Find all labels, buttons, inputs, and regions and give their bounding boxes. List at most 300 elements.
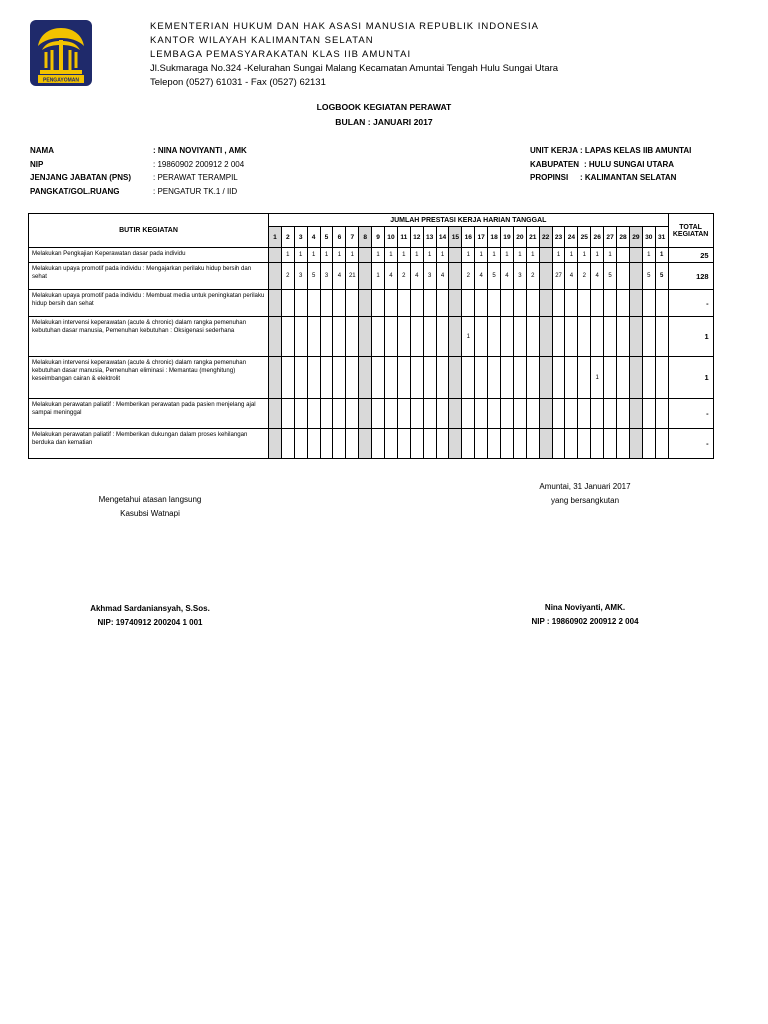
day-cell: 5	[488, 263, 501, 290]
header-total: TOTAL KEGIATAN	[668, 214, 713, 248]
day-cell	[642, 317, 655, 357]
day-cell	[410, 317, 423, 357]
day-cell	[642, 429, 655, 459]
day-cell	[655, 399, 668, 429]
letterhead-institution: LEMBAGA PEMASYARAKATAN KLAS IIB AMUNTAI	[150, 49, 412, 60]
info-row-propinsi: PROPINSI : KALIMANTAN SELATAN	[530, 171, 691, 185]
day-header-14: 14	[436, 227, 449, 248]
day-cell	[591, 429, 604, 459]
day-header-24: 24	[565, 227, 578, 248]
day-header-17: 17	[475, 227, 488, 248]
day-cell	[423, 399, 436, 429]
day-cell	[397, 399, 410, 429]
day-cell	[578, 399, 591, 429]
day-cell: 2	[462, 263, 475, 290]
day-cell	[449, 248, 462, 263]
day-cell	[488, 429, 501, 459]
day-header-28: 28	[617, 227, 630, 248]
day-cell	[475, 357, 488, 399]
info-nip-value: : 19860902 200912 2 004	[153, 159, 245, 169]
day-cell	[385, 317, 398, 357]
day-cell	[513, 317, 526, 357]
day-cell	[372, 429, 385, 459]
table-row	[29, 317, 714, 357]
day-cell	[410, 290, 423, 317]
day-cell: 4	[333, 263, 346, 290]
day-cell	[642, 399, 655, 429]
day-cell	[642, 357, 655, 399]
day-cell	[281, 429, 294, 459]
day-cell: 5	[655, 263, 668, 290]
day-cell	[333, 290, 346, 317]
day-cell	[617, 399, 630, 429]
table-row	[29, 248, 714, 263]
day-cell: 1	[526, 248, 539, 263]
day-cell	[552, 290, 565, 317]
day-cell: 4	[565, 263, 578, 290]
document-period: BULAN : JANUARI 2017	[335, 117, 433, 127]
day-header-23: 23	[552, 227, 565, 248]
day-cell	[604, 290, 617, 317]
day-header-20: 20	[513, 227, 526, 248]
day-cell	[501, 357, 514, 399]
day-cell: 1	[488, 248, 501, 263]
day-cell	[294, 399, 307, 429]
day-cell	[629, 429, 642, 459]
day-cell	[397, 357, 410, 399]
day-cell	[346, 317, 359, 357]
day-cell	[539, 357, 552, 399]
day-cell: 1	[565, 248, 578, 263]
day-cell: 1	[436, 248, 449, 263]
day-cell	[617, 248, 630, 263]
day-cell	[320, 399, 333, 429]
day-header-9: 9	[372, 227, 385, 248]
day-cell	[591, 317, 604, 357]
day-cell	[475, 399, 488, 429]
day-cell	[320, 290, 333, 317]
day-header-29: 29	[629, 227, 642, 248]
logbook-table	[28, 213, 714, 459]
day-header-11: 11	[397, 227, 410, 248]
day-cell	[359, 263, 372, 290]
work-unit-info	[530, 144, 691, 185]
letterhead-address: Jl.Sukmaraga No.324 -Kelurahan Sungai Malang Kecamatan Amuntai Tengah Hulu Sungai Utara	[150, 63, 559, 74]
day-cell	[281, 399, 294, 429]
day-cell: 1	[320, 248, 333, 263]
day-cell	[346, 357, 359, 399]
table-row	[29, 429, 714, 459]
day-cell: 4	[436, 263, 449, 290]
day-cell	[462, 290, 475, 317]
day-cell	[436, 317, 449, 357]
day-cell: 1	[294, 248, 307, 263]
day-header-3: 3	[294, 227, 307, 248]
day-cell	[436, 429, 449, 459]
day-cell	[539, 248, 552, 263]
day-cell	[436, 290, 449, 317]
info-row-kabupaten: KABUPATEN : HULU SUNGAI UTARA	[530, 158, 691, 172]
table-header-row	[29, 214, 714, 227]
info-row-pangkat: PANGKAT/GOL.RUANG : PENGATUR TK.1 / IID	[30, 185, 247, 199]
day-cell	[501, 290, 514, 317]
day-cell: 1	[642, 248, 655, 263]
info-jenjang-value: : PERAWAT TERAMPIL	[153, 173, 238, 182]
day-cell	[629, 399, 642, 429]
day-cell	[565, 429, 578, 459]
signature-left-name-block	[60, 602, 240, 630]
day-cell	[513, 399, 526, 429]
day-cell	[281, 357, 294, 399]
letterhead-regional-office: KANTOR WILAYAH KALIMANTAN SELATAN	[150, 35, 374, 46]
table-row	[29, 263, 714, 290]
day-cell	[629, 357, 642, 399]
pengayoman-emblem-icon	[30, 20, 92, 86]
day-cell	[488, 357, 501, 399]
day-cell	[385, 290, 398, 317]
day-cell: 3	[423, 263, 436, 290]
day-cell	[294, 429, 307, 459]
day-cell	[591, 290, 604, 317]
day-cell	[552, 317, 565, 357]
day-cell	[617, 290, 630, 317]
day-cell	[436, 357, 449, 399]
day-cell	[346, 399, 359, 429]
info-unit-value: : LAPAS KELAS IIB AMUNTAI	[580, 146, 692, 155]
day-cell	[359, 399, 372, 429]
day-cell	[359, 290, 372, 317]
document-title: LOGBOOK KEGIATAN PERAWAT	[316, 102, 452, 112]
activity-total: -	[668, 399, 713, 429]
info-pangkat-value: : PENGATUR TK.1 / IID	[153, 186, 238, 196]
signature-right-place-date: Amuntai, 31 Januari 2017	[539, 482, 631, 491]
day-cell: 4	[410, 263, 423, 290]
day-cell	[539, 399, 552, 429]
day-cell	[565, 317, 578, 357]
day-cell	[526, 357, 539, 399]
signature-right	[490, 480, 680, 508]
day-header-12: 12	[410, 227, 423, 248]
day-cell	[372, 399, 385, 429]
signature-left-name: Akhmad Sardaniansyah, S.Sos.	[90, 604, 210, 613]
day-cell	[642, 290, 655, 317]
day-cell	[359, 357, 372, 399]
day-cell	[359, 248, 372, 263]
day-cell	[655, 429, 668, 459]
day-cell	[423, 317, 436, 357]
activity-description: Melakukan intervensi keperawatan (acute & chronic) dalam rangka pemenuhan kebutuhan dasar manusia, Pemenuhan eliminasi : Memantau (menghitung) keseimbangan cairan & elektrolit	[29, 357, 269, 399]
day-cell	[488, 317, 501, 357]
activity-total: 1	[668, 317, 713, 357]
activity-total: 1	[668, 357, 713, 399]
day-cell: 3	[294, 263, 307, 290]
day-cell: 1	[385, 248, 398, 263]
pengayoman-logo	[30, 20, 92, 86]
day-header-31: 31	[655, 227, 668, 248]
day-cell	[449, 263, 462, 290]
day-cell: 1	[462, 248, 475, 263]
day-header-21: 21	[526, 227, 539, 248]
day-header-27: 27	[604, 227, 617, 248]
activity-description: Melakukan perawatan paliatif : Memberikan perawatan pada pasien menjelang ajal sampai meninggal	[29, 399, 269, 429]
day-cell	[591, 399, 604, 429]
day-cell: 4	[591, 263, 604, 290]
day-cell	[346, 290, 359, 317]
day-cell	[578, 317, 591, 357]
day-cell: 1	[423, 248, 436, 263]
day-cell	[397, 290, 410, 317]
day-cell	[539, 317, 552, 357]
day-cell	[578, 429, 591, 459]
activity-description: Melakukan perawatan paliatif : Memberikan dukungan dalam proses kehilangan berduka dan kematian	[29, 429, 269, 459]
day-cell: 1	[346, 248, 359, 263]
table-row	[29, 357, 714, 399]
activity-description: Melakukan upaya promotif pada individu : Membuat media untuk peningkatan perilaku hidup bersih dan sehat	[29, 290, 269, 317]
day-cell	[385, 429, 398, 459]
day-cell	[513, 357, 526, 399]
day-cell	[565, 357, 578, 399]
activity-total: -	[668, 290, 713, 317]
day-cell	[269, 399, 282, 429]
activity-total: -	[668, 429, 713, 459]
employee-info	[30, 144, 247, 198]
day-cell	[655, 290, 668, 317]
day-header-30: 30	[642, 227, 655, 248]
day-cell	[385, 357, 398, 399]
logo-text: PENGAYOMAN	[43, 77, 79, 84]
header-jumlah: JUMLAH PRESTASI KERJA HARIAN TANGGAL	[269, 214, 669, 227]
day-header-7: 7	[346, 227, 359, 248]
day-cell: 1	[333, 248, 346, 263]
day-cell: 5	[307, 263, 320, 290]
day-cell	[539, 290, 552, 317]
day-cell	[513, 429, 526, 459]
day-cell	[320, 429, 333, 459]
day-header-1: 1	[269, 227, 282, 248]
info-name-value: : NINA NOVIYANTI , AMK	[153, 146, 247, 155]
day-cell: 4	[385, 263, 398, 290]
day-cell	[269, 357, 282, 399]
day-cell	[281, 290, 294, 317]
day-cell	[462, 357, 475, 399]
day-cell	[281, 317, 294, 357]
day-cell	[449, 399, 462, 429]
day-cell: 1	[281, 248, 294, 263]
day-cell	[565, 399, 578, 429]
day-header-10: 10	[385, 227, 398, 248]
day-cell	[307, 429, 320, 459]
activity-total: 25	[668, 248, 713, 263]
day-cell: 1	[372, 248, 385, 263]
day-cell: 1	[591, 248, 604, 263]
day-cell	[629, 290, 642, 317]
day-cell: 21	[346, 263, 359, 290]
day-cell	[410, 357, 423, 399]
table-row	[29, 290, 714, 317]
day-cell	[410, 429, 423, 459]
day-cell	[475, 290, 488, 317]
day-cell	[294, 317, 307, 357]
day-cell: 1	[410, 248, 423, 263]
day-cell	[475, 317, 488, 357]
day-cell	[307, 317, 320, 357]
day-cell: 1	[372, 263, 385, 290]
day-cell: 5	[604, 263, 617, 290]
day-cell	[449, 429, 462, 459]
day-cell: 5	[642, 263, 655, 290]
day-cell: 1	[655, 248, 668, 263]
info-row-jenjang: JENJANG JABATAN (PNS) : PERAWAT TERAMPIL	[30, 171, 247, 185]
day-cell	[617, 429, 630, 459]
day-cell	[565, 290, 578, 317]
day-cell	[629, 248, 642, 263]
letterhead-ministry: KEMENTERIAN HUKUM DAN HAK ASASI MANUSIA REPUBLIK INDONESIA	[150, 21, 539, 32]
letterhead	[150, 20, 558, 90]
day-cell: 2	[281, 263, 294, 290]
day-header-18: 18	[488, 227, 501, 248]
day-cell	[449, 357, 462, 399]
day-cell	[604, 399, 617, 429]
day-cell: 3	[320, 263, 333, 290]
day-cell	[269, 248, 282, 263]
day-cell	[436, 399, 449, 429]
day-cell	[269, 317, 282, 357]
day-header-25: 25	[578, 227, 591, 248]
day-cell	[269, 263, 282, 290]
day-cell	[372, 317, 385, 357]
day-cell	[410, 399, 423, 429]
day-cell	[333, 317, 346, 357]
day-cell: 1	[591, 357, 604, 399]
day-cell	[462, 399, 475, 429]
activity-description: Melakukan Pengkajian Keperawatan dasar pada individu	[29, 248, 269, 263]
letterhead-phone: Telepon (0527) 61031 - Fax (0527) 62131	[150, 77, 326, 88]
day-cell	[617, 263, 630, 290]
day-cell	[372, 290, 385, 317]
day-cell	[501, 399, 514, 429]
day-cell	[294, 290, 307, 317]
day-cell	[629, 263, 642, 290]
signature-right-line2: yang bersangkutan	[550, 496, 620, 505]
day-cell	[655, 357, 668, 399]
day-cell: 4	[475, 263, 488, 290]
signature-right-name: Nina Noviyanti, AMK.	[544, 603, 626, 612]
day-cell	[617, 317, 630, 357]
day-header-4: 4	[307, 227, 320, 248]
day-cell	[423, 429, 436, 459]
signature-right-name-block	[490, 601, 680, 629]
day-cell: 1	[462, 317, 475, 357]
day-cell: 2	[526, 263, 539, 290]
day-cell: 1	[552, 248, 565, 263]
signature-left-line2: Kasubsi Watnapi	[120, 509, 180, 518]
day-cell	[269, 290, 282, 317]
day-cell	[269, 429, 282, 459]
day-cell	[513, 290, 526, 317]
day-cell	[655, 317, 668, 357]
day-header-26: 26	[591, 227, 604, 248]
day-cell	[526, 290, 539, 317]
day-cell	[294, 357, 307, 399]
signature-left-nip: NIP: 19740912 200204 1 001	[97, 618, 203, 627]
day-cell	[423, 357, 436, 399]
day-cell	[488, 290, 501, 317]
day-cell	[385, 399, 398, 429]
day-cell	[307, 290, 320, 317]
day-cell	[629, 317, 642, 357]
day-cell	[333, 357, 346, 399]
day-cell	[526, 317, 539, 357]
day-header-16: 16	[462, 227, 475, 248]
day-cell: 1	[604, 248, 617, 263]
day-cell	[617, 357, 630, 399]
day-cell	[397, 317, 410, 357]
day-cell: 1	[475, 248, 488, 263]
signature-left	[60, 493, 240, 521]
day-cell	[488, 399, 501, 429]
day-cell	[346, 429, 359, 459]
activity-description: Melakukan upaya promotif pada individu : Mengajarkan perilaku hidup bersih dan sehat	[29, 263, 269, 290]
day-cell	[475, 429, 488, 459]
day-cell	[333, 429, 346, 459]
day-cell	[307, 399, 320, 429]
day-cell	[526, 429, 539, 459]
day-cell	[449, 317, 462, 357]
day-header-2: 2	[281, 227, 294, 248]
day-cell	[578, 290, 591, 317]
day-cell	[359, 429, 372, 459]
day-cell: 4	[501, 263, 514, 290]
table-row	[29, 399, 714, 429]
day-cell	[397, 429, 410, 459]
day-cell	[423, 290, 436, 317]
day-cell	[449, 290, 462, 317]
day-header-13: 13	[423, 227, 436, 248]
day-cell	[604, 429, 617, 459]
day-cell	[501, 317, 514, 357]
day-header-15: 15	[449, 227, 462, 248]
activity-description: Melakukan intervensi keperawatan (acute & chronic) dalam rangka pemenuhan kebutuhan dasar manusia, Pemenuhan kebutuhan : Oksigenasi sederhana	[29, 317, 269, 357]
day-cell	[320, 357, 333, 399]
signature-right-nip: NIP : 19860902 200912 2 004	[531, 617, 639, 626]
day-cell	[552, 357, 565, 399]
day-cell	[539, 263, 552, 290]
day-cell	[604, 317, 617, 357]
day-header-6: 6	[333, 227, 346, 248]
info-propinsi-value: : KALIMANTAN SELATAN	[580, 173, 677, 182]
day-cell: 1	[397, 248, 410, 263]
day-cell	[552, 399, 565, 429]
activity-total: 128	[668, 263, 713, 290]
info-row-unit: UNIT KERJA : LAPAS KELAS IIB AMUNTAI	[530, 144, 691, 158]
day-cell: 1	[578, 248, 591, 263]
day-cell	[372, 357, 385, 399]
day-cell	[539, 429, 552, 459]
day-header-19: 19	[501, 227, 514, 248]
day-cell	[552, 429, 565, 459]
day-header-5: 5	[320, 227, 333, 248]
day-header-8: 8	[359, 227, 372, 248]
day-cell	[501, 429, 514, 459]
day-cell: 27	[552, 263, 565, 290]
day-cell	[333, 399, 346, 429]
day-cell	[526, 399, 539, 429]
day-cell	[320, 317, 333, 357]
day-header-22: 22	[539, 227, 552, 248]
day-cell: 2	[397, 263, 410, 290]
day-cell: 1	[307, 248, 320, 263]
day-cell: 2	[578, 263, 591, 290]
